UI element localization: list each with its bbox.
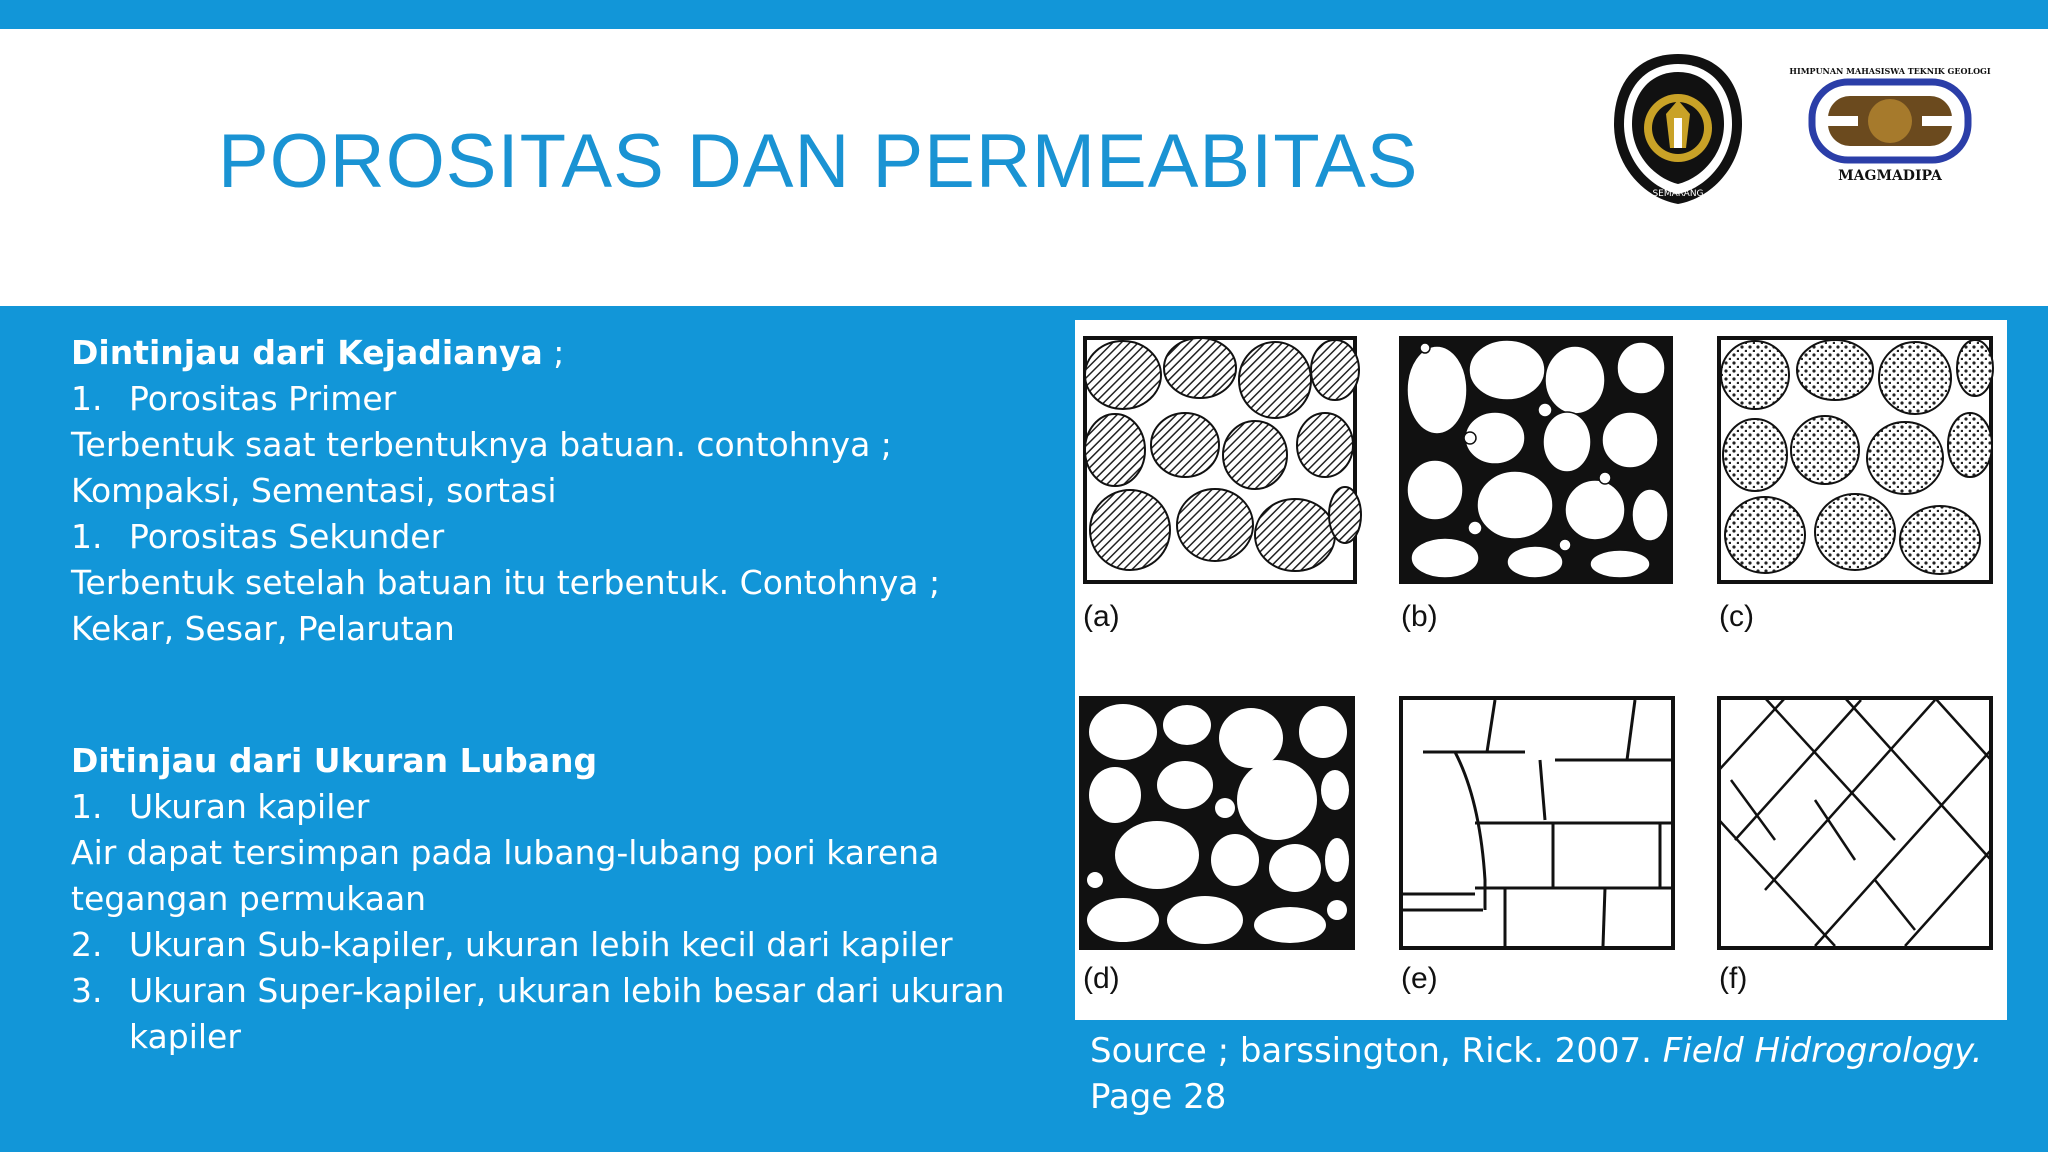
item-label: kapiler	[129, 1017, 241, 1056]
list-number: 1.	[71, 517, 103, 556]
panel-e-label: (e)	[1401, 962, 1438, 995]
item-description: tegangan permukaan	[71, 879, 427, 918]
slide-title: POROSITAS DAN PERMEABITAS	[218, 119, 1419, 204]
item-description: Air dapat tersimpan pada lubang-lubang pori karena	[71, 833, 940, 872]
panel-e	[1401, 698, 1673, 948]
panel-f	[1719, 698, 1991, 948]
magmadipa-text: MAGMADIPA	[1838, 168, 1942, 184]
panel-b-label: (b)	[1401, 600, 1438, 633]
section1-heading: Dintinjau dari Kejadianya	[71, 333, 543, 372]
item-label: Porositas Sekunder	[129, 517, 445, 556]
list-number: 1.	[71, 379, 103, 418]
item-label: Ukuran kapiler	[129, 787, 370, 826]
item-label: Ukuran Sub-kapiler, ukuran lebih kecil dari kapiler	[129, 925, 953, 964]
panel-a-label: (a)	[1083, 600, 1120, 633]
panel-b	[1401, 338, 1671, 582]
item-description: Terbentuk setelah batuan itu terbentuk. Contohnya ;	[71, 563, 941, 602]
item-description: Kompaksi, Sementasi, sortasi	[71, 471, 557, 510]
panel-c-label: (c)	[1719, 600, 1754, 633]
panel-d	[1081, 698, 1353, 948]
association-name-text: HIMPUNAN MAHASISWA TEKNIK GEOLOGI	[1789, 66, 1991, 76]
text-column	[71, 330, 1051, 1060]
figure-source-caption	[1090, 1028, 1982, 1120]
list-item	[71, 784, 1051, 830]
panel-d-label: (d)	[1083, 962, 1120, 995]
list-number: 1.	[71, 787, 103, 826]
list-item	[71, 376, 1051, 422]
caption-book-title: Field Hidrogrology.	[1662, 1031, 1983, 1071]
section1-heading-line	[71, 330, 1051, 376]
university-seal-logo	[1608, 48, 1748, 208]
list-item	[71, 922, 1051, 968]
magmadipa-logo	[1789, 62, 1991, 190]
porosity-diagrams	[1075, 320, 2007, 1020]
item-description: Kekar, Sesar, Pelarutan	[71, 609, 455, 648]
item-description: Terbentuk saat terbentuknya batuan. contohnya ;	[71, 425, 892, 464]
university-seal-text: SEMARANG	[1652, 189, 1704, 199]
porosity-figure	[1075, 320, 2007, 1020]
top-accent-bar	[0, 0, 2048, 29]
section1-heading-suffix: ;	[542, 333, 565, 372]
panel-f-label: (f)	[1719, 962, 1748, 995]
caption-prefix: Source ; barssington, Rick. 2007.	[1090, 1031, 1663, 1071]
list-number: 3.	[71, 971, 103, 1010]
panel-a	[1085, 338, 1361, 582]
list-item	[71, 968, 1051, 1014]
caption-page: Page 28	[1090, 1077, 1227, 1117]
panel-c	[1719, 338, 1993, 582]
list-number: 2.	[71, 925, 103, 964]
section2-heading: Ditinjau dari Ukuran Lubang	[71, 741, 598, 780]
list-item	[71, 514, 1051, 560]
item-label: Porositas Primer	[129, 379, 397, 418]
list-item-continuation	[71, 1014, 1051, 1060]
item-label: Ukuran Super-kapiler, ukuran lebih besar dari ukuran	[129, 971, 1005, 1010]
